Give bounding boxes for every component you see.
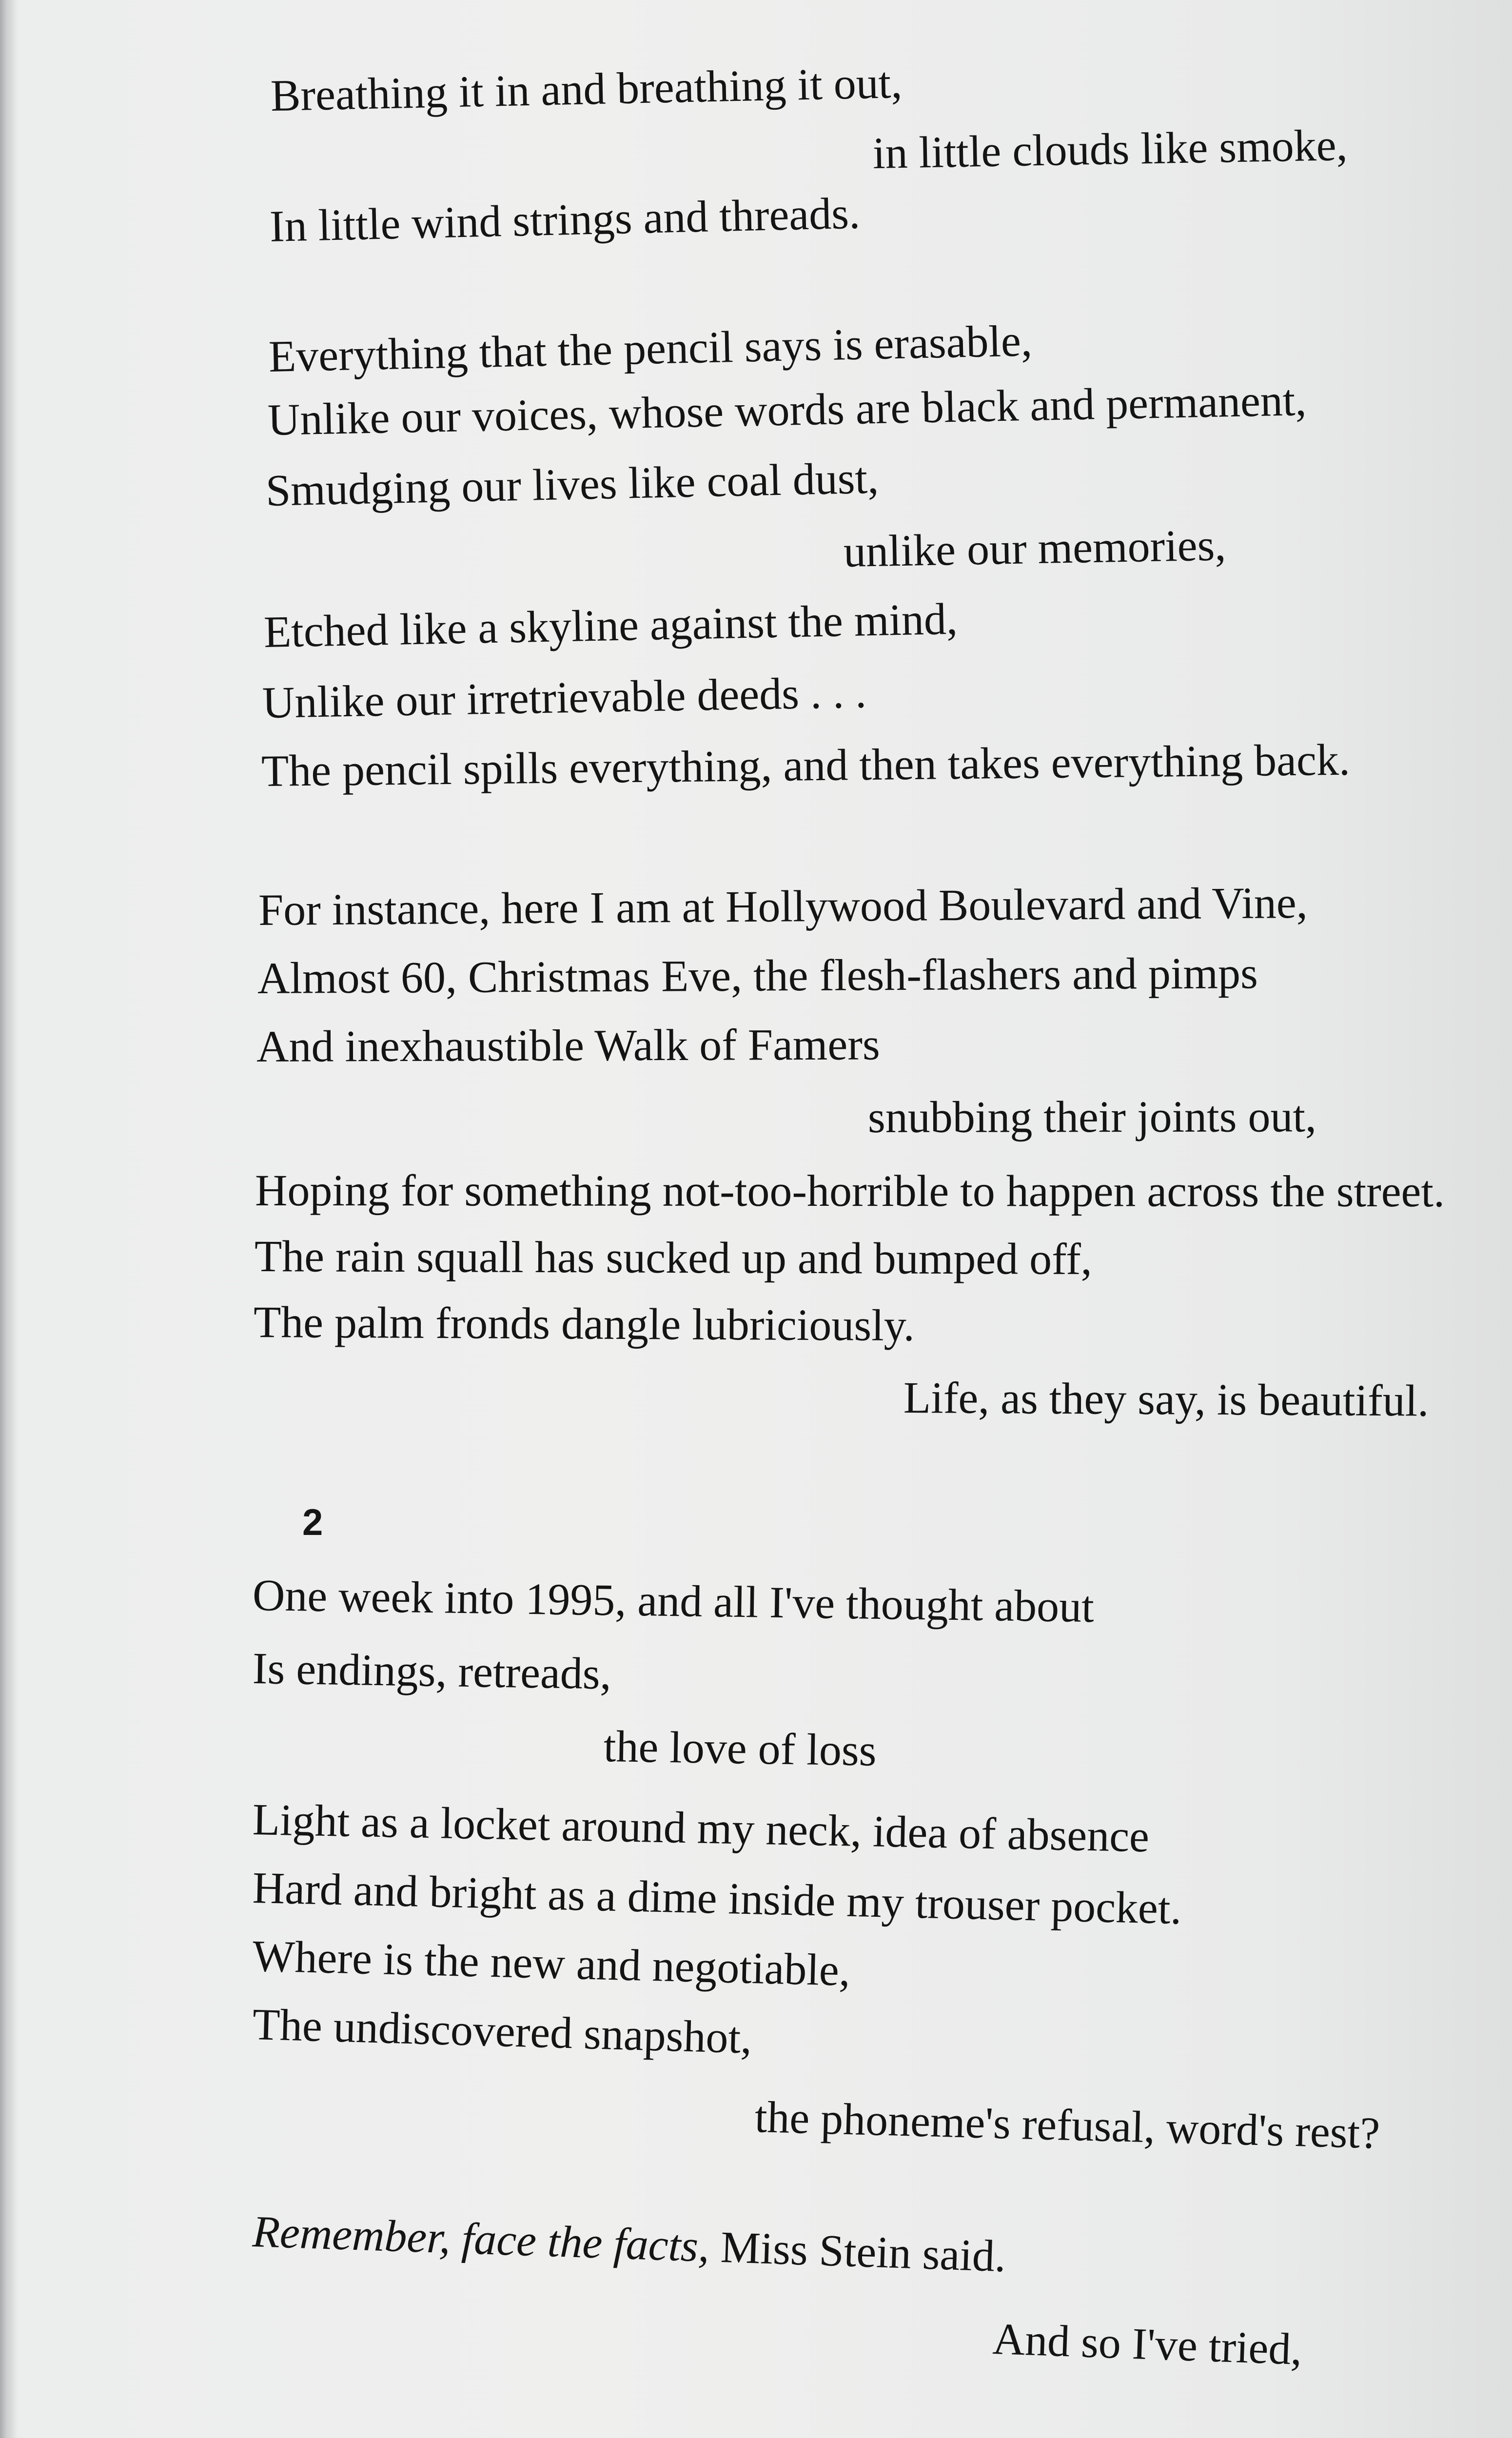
poem-line: Hoping for something not-too-horrible to happen across the street. [255, 1165, 1445, 1217]
poem-line: One week into 1995, and all I've thought about [252, 1570, 1095, 1632]
poem-line: Is endings, retreads, [252, 1643, 612, 1699]
quote-attribution: Miss Stein said. [708, 2222, 1007, 2281]
poem-line: Where is the new and negotiable, [252, 1931, 851, 1995]
poem-line: the phoneme's refusal, word's rest? [754, 2092, 1381, 2158]
poem-line: And inexhaustible Walk of Famers [256, 1019, 880, 1071]
poem-line: And so I've tried, [992, 2314, 1303, 2375]
poem-line: Breathing it in and breathing it out, [270, 57, 903, 120]
poem-line: The pencil spills everything, and then takes everything back. [261, 734, 1351, 796]
poem-line: Almost 60, Christmas Eve, the flesh-flashers and pimps [257, 948, 1258, 1003]
poem-line: Unlike our voices, whose words are black and permanent, [267, 375, 1307, 445]
poem-line: In little wind strings and threads. [269, 188, 861, 251]
poem-line: Light as a locket around my neck, idea of absence [252, 1794, 1150, 1862]
poem-line: The rain squall has sucked up and bumped off, [254, 1231, 1092, 1284]
poem-line: For instance, here I am at Hollywood Boulevard and Vine, [258, 877, 1308, 935]
poem-line: Hard and bright as a dime inside my trouser pocket. [252, 1863, 1182, 1934]
poem-line [252, 2206, 1007, 2281]
poem-line: Everything that the pencil says is erasable, [268, 315, 1033, 381]
section-number: 2 [302, 1502, 323, 1543]
poem-line: Etched like a skyline against the mind, [263, 593, 958, 657]
poem-line: Life, as they say, is beautiful. [903, 1373, 1429, 1426]
poem-line: The palm fronds dangle lubriciously. [253, 1297, 915, 1351]
poem-line: in little clouds like smoke, [872, 120, 1348, 178]
poem-line: Unlike our irretrievable deeds . . . [262, 667, 867, 727]
italic-quote: Remember, face the facts, [252, 2206, 710, 2272]
poem-line: unlike our memories, [843, 520, 1227, 576]
poem-line: The undiscovered snapshot, [252, 1999, 753, 2063]
poem-line: the love of loss [603, 1721, 877, 1775]
poem-line: Smudging our lives like coal dust, [265, 452, 880, 515]
poem-line: snubbing their joints out, [867, 1091, 1317, 1142]
